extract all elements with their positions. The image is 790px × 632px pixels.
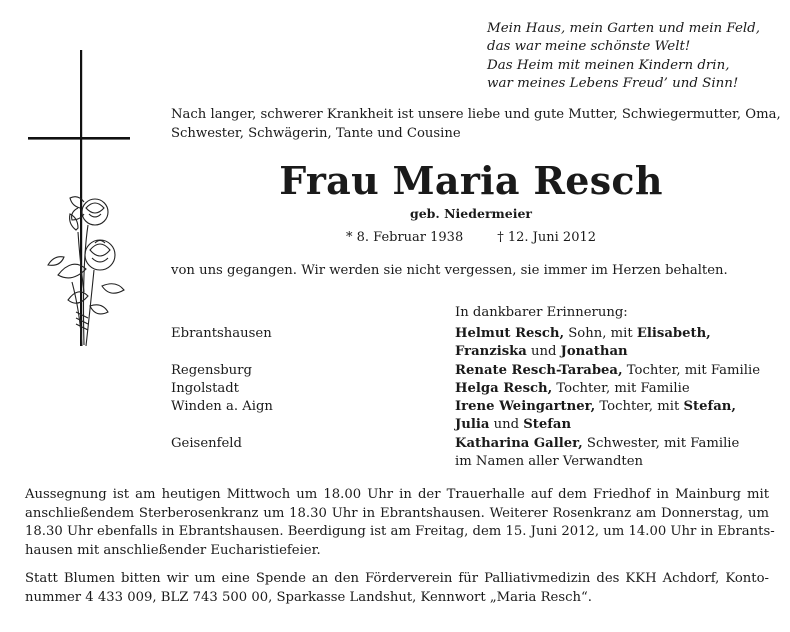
mourner-name: Julia bbox=[455, 417, 490, 433]
mourners-column bbox=[455, 325, 760, 471]
place: Ebrantshausen bbox=[171, 326, 272, 341]
place: Ingolstadt bbox=[171, 380, 239, 396]
farewell-text: von uns gegangen. Wir werden sie nicht vergessen, sie immer im Herzen behalten. bbox=[171, 263, 728, 278]
mourner-name: Irene Weingartner, bbox=[455, 399, 596, 415]
mourner-name: Stefan bbox=[523, 417, 572, 433]
deceased-name: Frau Maria Resch bbox=[279, 158, 663, 203]
mourner-line bbox=[455, 416, 760, 434]
maiden-name: geb. Niedermeier bbox=[409, 206, 532, 221]
thanks-heading: In dankbarer Erinnerung: bbox=[455, 305, 628, 320]
place bbox=[171, 343, 273, 361]
intro-line: Schwester, Schwägerin, Tante und Cousine bbox=[171, 125, 461, 141]
mourner-relation: und bbox=[489, 417, 524, 433]
mourner-name: Renate Resch-Tarabea, bbox=[455, 362, 623, 378]
mourner-relation: Tochter, mit bbox=[595, 399, 684, 415]
place: Geisenfeld bbox=[171, 435, 242, 451]
places-column bbox=[171, 325, 273, 471]
funeral-details bbox=[25, 486, 775, 560]
paragraph-line: Aussegnung ist am heutigen Mittwoch um 18.00 Uhr in der Trauerhalle auf dem Friedhof in Mainburg mit bbox=[25, 487, 769, 502]
poem-line: das war meine schönste Welt! bbox=[487, 39, 691, 55]
mourner-line bbox=[455, 398, 760, 416]
death-date: † 12. Juni 2012 bbox=[497, 230, 597, 245]
mourner-relation: Tochter, mit Familie bbox=[552, 380, 690, 396]
intro-line: Nach langer, schwerer Krankheit ist unsere liebe und gute Mutter, Schwiegermutter, Oma, bbox=[171, 107, 781, 122]
place bbox=[171, 453, 273, 471]
paragraph-line: anschließendem Sterberosenkranz um 18.30 Uhr in Ebrantshausen. Weiterer Rosenkranz am Donnerstag, um bbox=[25, 505, 769, 521]
donation-note bbox=[25, 570, 769, 607]
birth-date: * 8. Februar 1938 bbox=[345, 230, 464, 245]
mourner-name: Elisabeth, bbox=[636, 326, 711, 341]
mourner-line bbox=[455, 435, 760, 453]
paragraph-line: nummer 4 433 009, BLZ 743 500 00, Sparkasse Landshut, Kennwort „Maria Resch“. bbox=[25, 589, 592, 605]
place: Winden a. Aign bbox=[171, 399, 273, 415]
mourner-line bbox=[455, 362, 760, 380]
place: Regensburg bbox=[171, 362, 252, 378]
intro-text bbox=[171, 106, 781, 143]
poem bbox=[487, 20, 777, 93]
mourner-line bbox=[455, 453, 760, 471]
mourner-name: Katharina Galler, bbox=[455, 435, 583, 451]
paragraph-line: hausen mit anschließender Eucharistiefeier. bbox=[25, 542, 321, 558]
mourner-name: Helga Resch, bbox=[455, 380, 553, 396]
mourner-line bbox=[455, 380, 760, 398]
mourner-relation: im Namen aller Verwandten bbox=[455, 454, 644, 470]
cross-with-roses-icon bbox=[28, 50, 138, 360]
mourner-name: Helmut Resch, bbox=[455, 326, 565, 341]
mourner-line bbox=[455, 343, 760, 361]
mourner-name: Stefan, bbox=[683, 399, 736, 415]
mourner-relation: und bbox=[526, 344, 561, 360]
poem-line: Das Heim mit meinen Kindern drin, bbox=[487, 57, 730, 73]
mourner-relation: Tochter, mit Familie bbox=[622, 362, 760, 378]
poem-line: Mein Haus, mein Garten und mein Feld, bbox=[487, 21, 760, 36]
poem-line: war meines Lebens Freud’ und Sinn! bbox=[487, 75, 739, 91]
mourner-relation: Schwester, mit Familie bbox=[582, 435, 740, 451]
paragraph-line: Statt Blumen bitten wir um eine Spende an den Förderverein für Palliativmedizin des KKH Achdorf, Konto- bbox=[25, 571, 769, 586]
place bbox=[171, 416, 273, 434]
mourner-line bbox=[455, 325, 760, 343]
life-dates bbox=[171, 229, 771, 247]
mourner-name: Jonathan bbox=[560, 344, 628, 360]
mourner-relation: Sohn, mit bbox=[564, 326, 637, 341]
mourner-name: Franziska bbox=[455, 344, 527, 360]
paragraph-line: 18.30 Uhr ebenfalls in Ebrantshausen. Beerdigung ist am Freitag, dem 15. Juni 2012, um 14.00 Uhr in Ebrants- bbox=[25, 524, 775, 540]
